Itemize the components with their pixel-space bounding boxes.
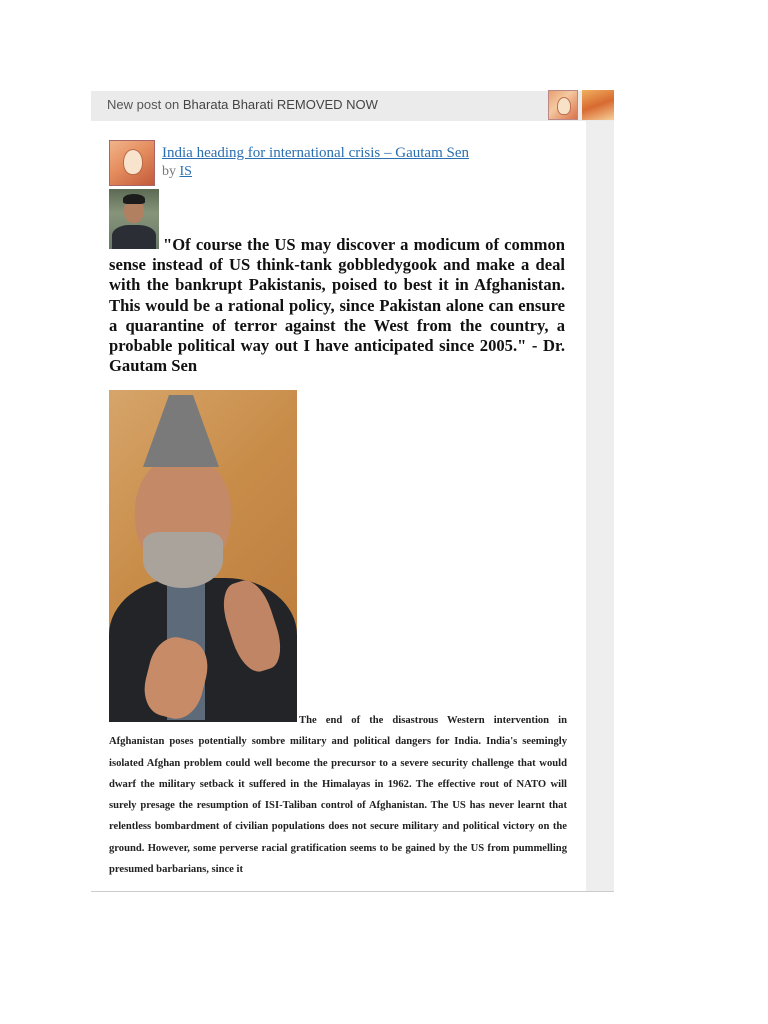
post-byline [162, 164, 192, 180]
content-divider [91, 891, 614, 892]
article-photo [109, 390, 297, 722]
header-text [107, 97, 378, 112]
blog-name-link[interactable]: Bharata Bharati REMOVED NOW [182, 97, 378, 112]
blog-avatar-icon[interactable] [109, 140, 155, 186]
article-body: The end of the disastrous Western intervention in Afghanistan poses potentially sombre military and political dangers for India. India's seemingly isolated Afghan problem could well become the precursor to a severe security challenge that would dwarf the military setback it suffered in the Himalayas in 1962. The effective rout of NATO will surely presage the resumption of ISI-Taliban control of Afghanistan. The US has never learnt that relentless bombardment of civilian populations does not secure military and political victory on the ground. However, some perverse racial gratification seems to be gained by the US from pummelling presumed barbarians, since it [109, 715, 567, 876]
right-gutter [586, 121, 614, 891]
post-title-link[interactable]: India heading for international crisis – Gautam Sen [162, 145, 469, 161]
notification-header [91, 91, 614, 122]
pull-quote: "Of course the US may discover a modicum of common sense instead of US think-tank gobbledygook and make a deal with the bankrupt Pakistanis, poised to best it in Afghanistan. This would be a rational policy, since Pakistan alone can ensure a quarantine of terror against the West from the country, a probable political way out I have anticipated since 2005." - Dr. Gautam Sen [109, 235, 565, 376]
author-link[interactable]: IS [179, 164, 192, 179]
by-label: by [162, 164, 180, 179]
header-prefix: New post on [107, 97, 183, 112]
blog-thumbnail-icon[interactable] [582, 90, 614, 120]
blog-logo-icon[interactable] [548, 90, 578, 120]
